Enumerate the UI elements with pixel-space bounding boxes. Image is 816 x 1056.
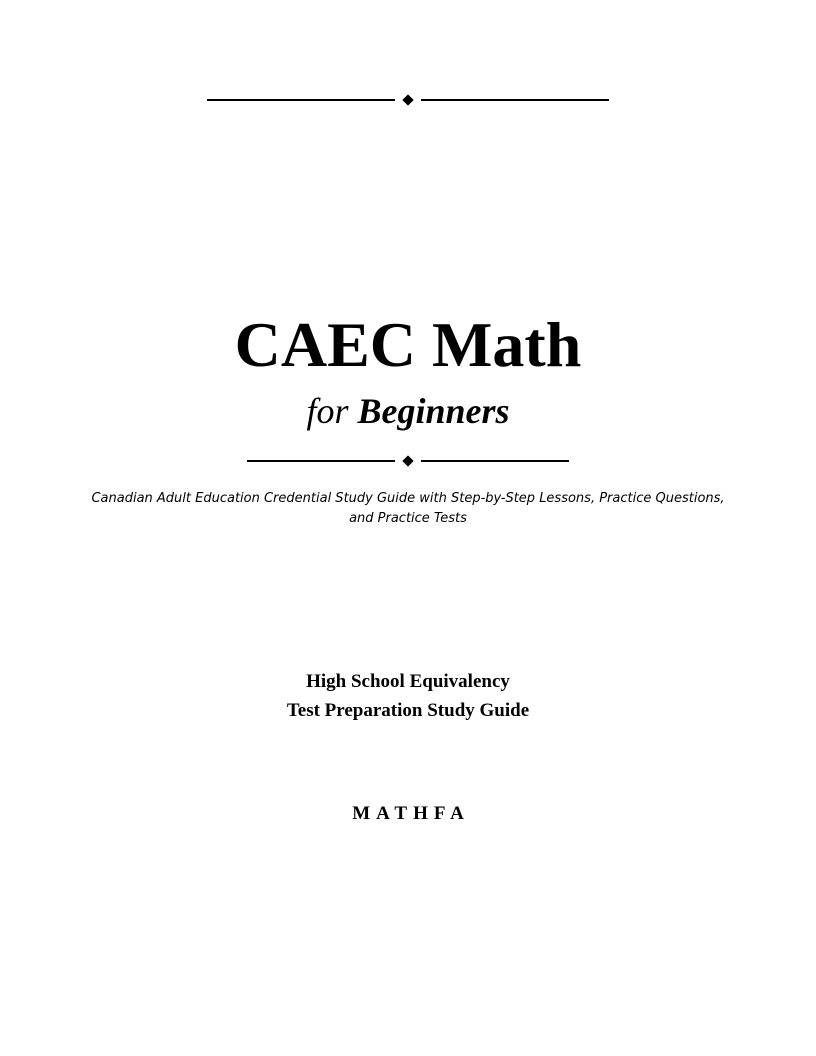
description-line-1: Canadian Adult Education Credential Study Guide with Step-by-Step Lessons, Practice Questions, xyxy=(91,491,725,506)
divider-line-right xyxy=(421,460,569,462)
subtitle-prefix: for xyxy=(306,391,349,431)
divider-line-right xyxy=(421,99,609,101)
diamond-icon xyxy=(402,94,413,105)
book-description xyxy=(80,489,736,529)
book-title: CAEC Math xyxy=(234,309,582,380)
book-subtitle xyxy=(0,390,816,432)
divider-line-left xyxy=(207,99,395,101)
guide-type-line-1: High School Equivalency xyxy=(306,671,510,692)
subtitle-emphasis: Beginners xyxy=(357,391,510,431)
top-ornamental-divider xyxy=(207,94,609,106)
divider-line-left xyxy=(247,460,395,462)
publisher-name: MATHFA xyxy=(352,803,470,824)
diamond-icon xyxy=(402,455,413,466)
description-line-2: and Practice Tests xyxy=(349,511,467,526)
guide-type-line-2: Test Preparation Study Guide xyxy=(286,700,530,721)
middle-ornamental-divider xyxy=(247,455,569,467)
